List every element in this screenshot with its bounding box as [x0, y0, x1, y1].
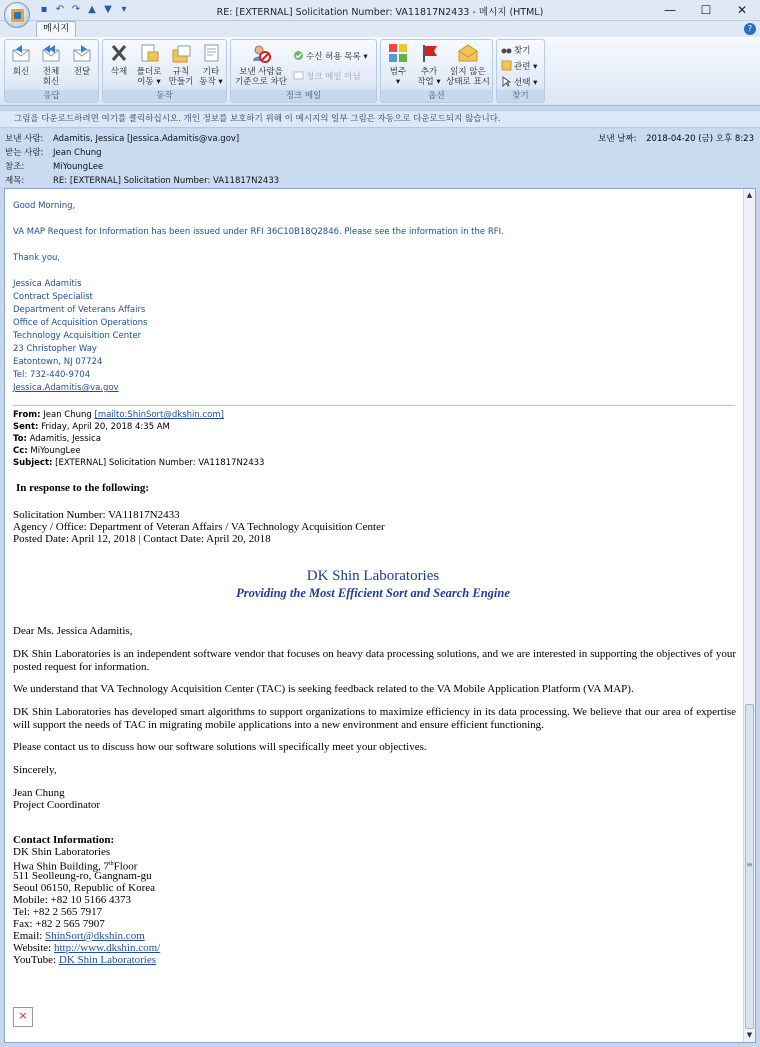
binoculars-icon	[501, 44, 512, 55]
create-rule-button[interactable]: 규칙 만들기	[166, 42, 196, 87]
move-to-folder-button[interactable]: 폴더로 이동 ▾	[134, 42, 164, 87]
cc-value[interactable]: MiYoungLee	[53, 162, 104, 172]
contact-tel: Tel: +82 2 565 7917	[13, 906, 103, 918]
related-icon	[501, 60, 512, 71]
agency-office: Agency / Office: Department of Veteran Affairs / VA Technology Acquisition Center	[13, 521, 385, 533]
fwd-subject: Subject: [EXTERNAL] Solicitation Number: VA11817N2433	[13, 458, 265, 468]
delete-button[interactable]: 삭제	[106, 42, 132, 77]
undo-icon[interactable]: ↶	[55, 4, 65, 15]
sig-city: Eatontown, NJ 07724	[13, 357, 103, 367]
reply-all-button[interactable]: 전체 회신	[36, 42, 66, 87]
scroll-up-icon[interactable]: ▲	[746, 191, 753, 199]
minimize-button[interactable]: —	[664, 3, 676, 17]
flag-icon	[418, 42, 440, 64]
reply-line: VA MAP Request for Information has been issued under RFI 36C10B18Q2846. Please see the information in the RFI.	[13, 227, 504, 237]
group-respond	[4, 39, 99, 103]
block-sender-button[interactable]: 보낸 사람을 기준으로 차단	[233, 42, 289, 87]
signer-title: Project Coordinator	[13, 799, 101, 811]
cc-label: 참조:	[5, 162, 25, 172]
from-row	[5, 132, 239, 144]
reply-thanks: Thank you,	[13, 253, 61, 263]
safe-list-button[interactable]: 수신 허용 목록 ▾	[293, 50, 368, 63]
ribbon-tabs	[0, 21, 760, 37]
message-body[interactable]	[4, 188, 756, 1043]
categorize-button[interactable]: 범주 ▾	[384, 42, 412, 87]
block-sender-icon	[250, 42, 272, 64]
paragraph-2: We understand that VA Technology Acquisition Center (TAC) is seeking feedback related to the VA Mobile Application Platform (VA MAP).	[13, 683, 634, 695]
contact-building: Hwa Shin Building, 7thFloor	[13, 860, 138, 873]
contact-website: Website: http://www.dkshin.com/	[13, 942, 161, 954]
contact-city: Seoul 06150, Republic of Korea	[13, 882, 156, 894]
scroll-thumb[interactable]	[745, 704, 754, 1029]
solicitation-number: Solicitation Number: VA11817N2433	[13, 509, 180, 521]
reply-button[interactable]: 회신	[8, 42, 34, 77]
find-button[interactable]: 찾기	[501, 44, 530, 57]
picture-download-infobar[interactable]: 그림을 다운로드하려면 여기를 클릭하십시오. 개인 정보를 보호하기 위해 이 메시지의 일부 그림은 자동으로 다운로드되지 않습니다.	[0, 110, 760, 128]
group-actions	[102, 39, 227, 103]
subject-value: RE: [EXTERNAL] Solicitation Number: VA11817N2433	[53, 176, 280, 186]
sent-label: 보낸 날짜:	[598, 134, 637, 144]
window-controls	[652, 0, 760, 20]
sent-value: 2018-04-20 (금) 오후 8:23	[646, 134, 754, 144]
contact-street: 511 Seolleung-ro, Gangnam-gu	[13, 870, 152, 882]
forward-icon	[71, 42, 93, 64]
reply-greeting: Good Morning,	[13, 201, 76, 211]
save-icon[interactable]: ▪	[40, 4, 48, 15]
group-actions-label: 동작	[103, 90, 226, 102]
title-bar	[0, 0, 760, 21]
group-find	[496, 39, 545, 103]
from-label: 보낸 사람:	[5, 134, 44, 144]
subject-row	[5, 174, 279, 186]
contact-youtube: YouTube: DK Shin Laboratories	[13, 954, 157, 966]
paragraph-1: DK Shin Laboratories is an independent software vendor that focuses on heavy data processing solutions, and we are interested in supporting the objectives of your posted request for information.	[13, 648, 736, 673]
follow-up-button[interactable]: 추가 작업 ▾	[414, 42, 444, 87]
help-icon[interactable]: ?	[744, 23, 756, 35]
contact-mobile: Mobile: +82 10 5166 4373	[13, 894, 132, 906]
fwd-from: From: Jean Chung [mailto:ShinSort@dkshin.com]	[13, 410, 224, 420]
posted-dates: Posted Date: April 12, 2018 | Contact Date: April 20, 2018	[13, 533, 271, 545]
not-junk-icon	[293, 70, 304, 81]
signer-name: Jean Chung	[13, 787, 65, 799]
up-arrow-icon[interactable]: ▲	[88, 4, 96, 15]
maximize-button[interactable]: ☐	[700, 3, 712, 17]
sig-office: Office of Acquisition Operations	[13, 318, 148, 328]
message-headers	[0, 129, 760, 187]
paragraph-3: DK Shin Laboratories has developed smart algorithms to support organizations to maximize efficiency in its data processing. We believe that our area of expertise will support the needs of TAC in migrating mobile applications into a new environment and ensure efficient functioning.	[13, 706, 736, 731]
contact-website-link[interactable]: http://www.dkshin.com/	[53, 942, 161, 954]
ribbon	[0, 37, 760, 106]
fwd-to: To: Adamitis, Jessica	[13, 434, 101, 444]
paragraph-4: Please contact us to discuss how our software solutions will specifically meet your objectives.	[13, 741, 427, 753]
broken-image-icon	[13, 1007, 33, 1027]
group-options-label: 옵션	[381, 90, 492, 102]
quick-access-toolbar	[38, 4, 130, 16]
contact-fax: Fax: +82 2 565 7907	[13, 918, 105, 930]
not-junk-button[interactable]: 정크 메일 아님	[293, 70, 361, 83]
sent-date-row	[598, 132, 754, 144]
sig-dept: Department of Veterans Affairs	[13, 305, 146, 315]
customize-qat-icon[interactable]: ▾	[121, 4, 127, 15]
sig-center: Technology Acquisition Center	[13, 331, 142, 341]
company-tagline: Providing the Most Efficient Sort and Search Engine	[236, 586, 510, 600]
categorize-icon	[387, 42, 409, 64]
fwd-sent: Sent: Friday, April 20, 2018 4:35 AM	[13, 422, 170, 432]
group-options	[380, 39, 493, 103]
scroll-down-icon[interactable]: ▼	[746, 1031, 753, 1039]
down-arrow-icon[interactable]: ▼	[104, 4, 112, 15]
other-actions-button[interactable]: 기타 동작 ▾	[197, 42, 225, 87]
reply-icon	[10, 42, 32, 64]
sig-title: Contract Specialist	[13, 292, 94, 302]
office-button[interactable]	[4, 2, 30, 28]
related-button[interactable]: 관련 ▾	[501, 60, 537, 73]
move-folder-icon	[138, 42, 160, 64]
fwd-cc: Cc: MiYoungLee	[13, 446, 81, 456]
rules-icon	[170, 42, 192, 64]
from-value[interactable]: Adamitis, Jessica [Jessica.Adamitis@va.gov]	[53, 134, 240, 144]
unread-mail-icon	[457, 42, 479, 64]
delete-icon	[108, 42, 130, 64]
separator-line	[13, 405, 735, 406]
other-actions-icon	[200, 42, 222, 64]
to-row	[5, 146, 102, 158]
office-logo-icon	[11, 9, 24, 22]
window-title: RE: [EXTERNAL] Solicitation Number: VA11817N2433 - 메시지 (HTML)	[216, 7, 544, 18]
salutation: Dear Ms. Jessica Adamitis,	[13, 625, 133, 637]
to-label: 받는 사람:	[5, 148, 44, 158]
sig-name: Jessica Adamitis	[13, 279, 82, 289]
contact-email: Email: ShinSort@dkshin.com	[13, 930, 145, 942]
vertical-scrollbar[interactable]	[743, 189, 755, 1042]
sig-tel: Tel: 732-440-9704	[13, 370, 91, 380]
redo-icon[interactable]: ↷	[71, 4, 81, 15]
forward-button[interactable]: 전달	[68, 42, 96, 77]
tab-message[interactable]: 메시지	[36, 21, 76, 37]
company-title: DK Shin Laboratories	[306, 568, 440, 584]
cursor-icon	[501, 76, 512, 87]
sig-street: 23 Christopher Way	[13, 344, 97, 354]
contact-company: DK Shin Laboratories	[13, 846, 111, 858]
cc-row	[5, 160, 103, 172]
group-junk-label: 정크 메일	[231, 90, 376, 102]
group-respond-label: 응답	[5, 90, 98, 102]
to-value[interactable]: Jean Chung	[53, 148, 102, 158]
group-find-label: 찾기	[497, 90, 544, 102]
contact-youtube-link[interactable]: DK Shin Laboratories	[58, 954, 157, 966]
close-button[interactable]: ✕	[736, 3, 748, 17]
contact-email-link[interactable]: ShinSort@dkshin.com	[45, 930, 145, 942]
group-junk	[230, 39, 377, 103]
contact-heading: Contact Information:	[13, 834, 115, 846]
subject-label: 제목:	[5, 176, 25, 186]
sig-email-link[interactable]: Jessica.Adamitis@va.gov	[13, 383, 119, 393]
fwd-mailto-link[interactable]: [mailto:ShinSort@dkshin.com]	[94, 410, 224, 420]
reply-all-icon	[40, 42, 62, 64]
closing: Sincerely,	[13, 764, 57, 776]
select-button[interactable]: 선택 ▾	[501, 76, 537, 89]
mark-unread-button[interactable]: 읽지 않은 상태로 표시	[445, 42, 491, 87]
safe-list-icon	[293, 50, 304, 61]
in-response-heading: In response to the following:	[16, 482, 150, 494]
